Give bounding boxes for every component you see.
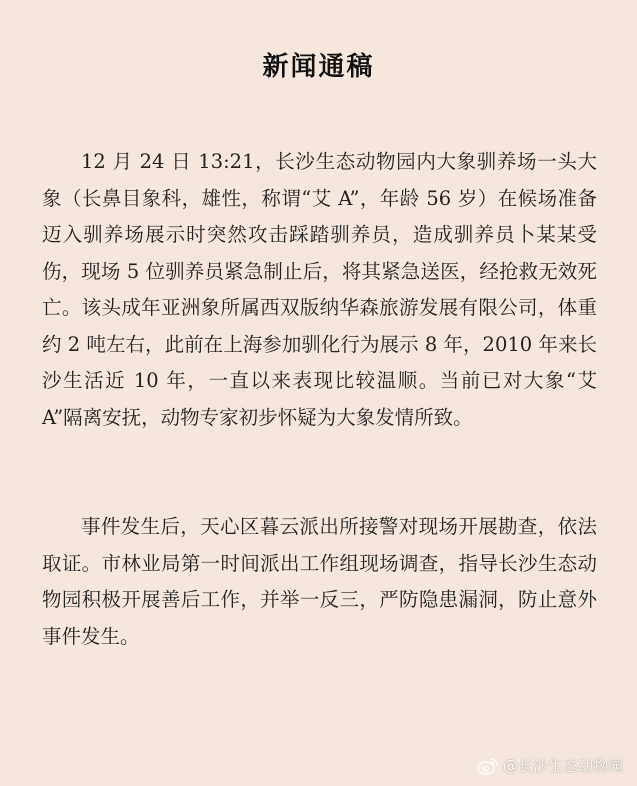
weibo-watermark xyxy=(477,755,623,776)
paragraph-2: 事件发生后，天心区暮云派出所接警对现场开展勘查，依法取证。市林业局第一时间派出工作组现场调查，指导长沙生态动物园积极开展善后工作，并举一反三，严防隐患漏洞，防止意外事件发生。 xyxy=(42,515,597,648)
document-title: 新闻通稿 xyxy=(262,52,375,82)
watermark-text: @长沙生态动物园 xyxy=(502,757,623,775)
weibo-icon xyxy=(477,757,499,775)
paragraph-1: 12 月 24 日 13:21，长沙生态动物园内大象驯养场一头大象（长鼻目象科，雄性，称谓“艾 A”，年龄 56 岁）在候场准备迈入驯养场展示时突然攻击踩踏驯养员，造成驯养员卜某某受伤，现场 5 位驯养员紧急制止后，将其紧急送医，经抢救无效死亡。该头成年亚洲象所属西双版纳华森旅游发展有限公司，体重约 2 吨左右，此前在上海参加驯化行为展示 8 年，2010 年来长沙生活近 10 年，一直以来表现比较温顺。当前已对大象“艾 A”隔离安抚，动物专家初步怀疑为大象发情所致。 xyxy=(42,150,597,429)
